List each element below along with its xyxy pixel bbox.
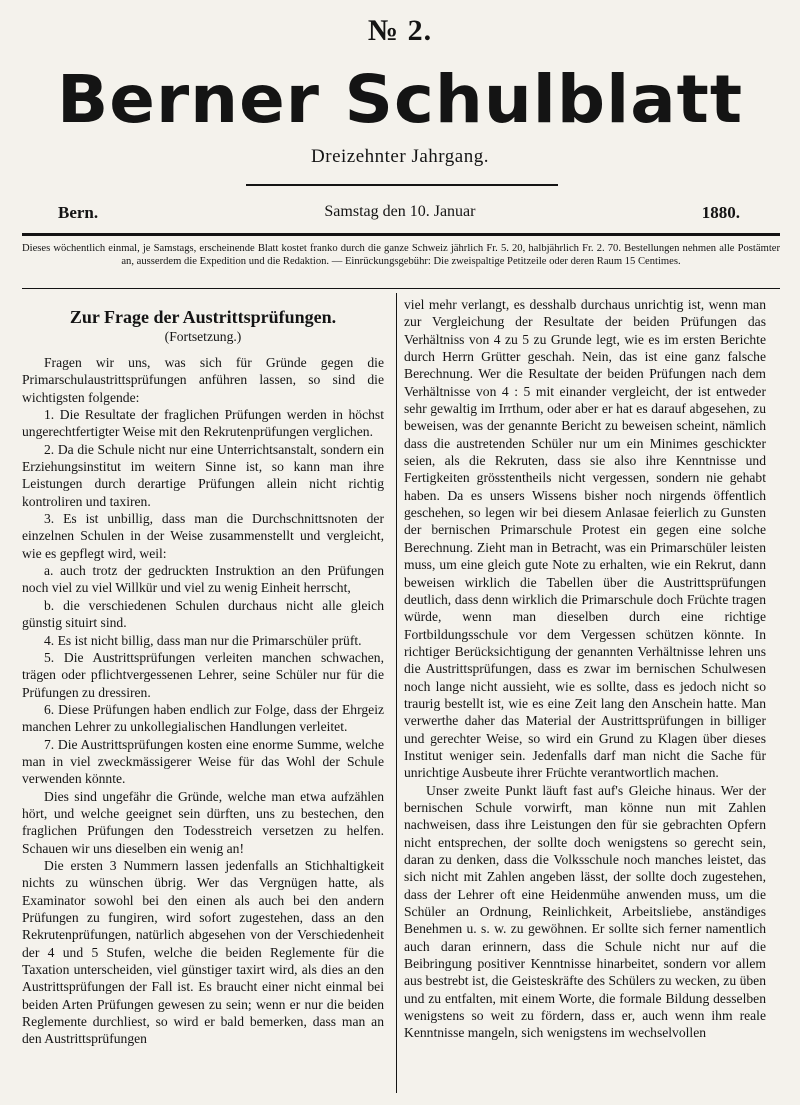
article-paragraph: Fragen wir uns, was sich für Gründe gegen die Primarschulaustrittsprüfungen anführen lassen, so sind die wichtigsten folgende: [22, 355, 384, 405]
date-label: Samstag den 10. Januar [324, 203, 476, 220]
column-divider [396, 293, 397, 1093]
article-paragraph: 7. Die Austrittsprüfungen kosten eine enorme Summe, welche man in viel zweckmässigerer Weise für das Wohl der Schule verwenden könnte. [22, 736, 384, 787]
article-paragraph: viel mehr verlangt, es desshalb durchaus unrichtig ist, wenn man zur Vergleichung der Resultate der beiden Prüfungen das Verhältniss von 4 zu 5 zu Grunde legt, wie es im ersten Berichte durch Herrn Grütter geschah. Nein, das ist eine ganz falsche Berechnung. Wer die Resultate der beiden Prüfungen nach dem Verhältnisse von 4 : 5 mit einander vergleicht, der ist entweder sehr gewaltig im Irrthum, oder aber er hat es darauf abgesehen, zu beweisen, was der genannte Bericht zu beweisen scheint, nämlich dass die austretenden Schüler nur um ein Minimes geschickter seien, als die Rekruten, dass sie also ihre Kenntnisse und Fertigkeiten grösstentheils nicht vergessen, sondern nie gehabt haben. Da es unsers Wissens bisher noch nirgends öffentlich geschehen, so legen wir bei diesem Anlasae feierlich zu Gunsten der bernischen Primarschule Protest ein gegen eine solche Berechnung. Zieht man in Betracht, was ein Primarschüler leisten muss, um eine gleich gute Note zu erhalten, wie ein Rekrut, dann beweisen wirklich die Tabellen über die Austrittsprüfungen deutlich, dass denn wirklich die Primarschule doch Früchte tragen würde, wenn man dieselben durch eine richtige Fortbildungsschule vor dem Vergessen schützen könnte. In richtiger Berücksichtigung der genannten Verhältnisse lehren uns die Austrittsprüfungen, dass es zwar im bernischen Schulwesen noch lange nicht aussieht, wie es sollte, dass es jedoch nicht so traurig bestellt ist, wie es eine Zeit lang den Anschein hatte. Man verwerthe daher das Material der Austrittsprüfungen in billiger und gerechter Weise, so wird ein Grund zu Klagen über dieses Institut weniger sein. Jedenfalls darf man nicht die Sache für unrichtige Ausbeute ihrer Früchte verantwortlich machen. [404, 297, 766, 781]
article-paragraph: a. auch trotz der gedruckten Instruktion an den Prüfungen noch viel zu viel Willkür und viel zu wenig Einheit herrscht, [22, 563, 384, 596]
article-title: Zur Frage der Austrittsprüfungen. [69, 307, 337, 327]
article-paragraph: 2. Da die Schule nicht nur eine Unterrichtsanstalt, sondern ein Erziehungsinstitut im weitern Sinne ist, so kann man ihre Leistungen durch derartige Prüfungen allein nicht richtig kontroliren und taxiren. [22, 441, 384, 509]
header-rule [22, 233, 780, 236]
left-column [22, 296, 384, 1048]
article-paragraph: Dies sind ungefähr die Gründe, welche man etwa aufzählen hört, und welche geeignet sein dürften, uns zu bestechen, den fraglichen Prüfungen den Todesstreich versetzen zu helfen. Schauen wir uns dieselben ein wenig an! [22, 788, 384, 856]
article-paragraph: b. die verschiedenen Schulen durchaus nicht alle gleich günstig situirt sind. [22, 597, 384, 631]
dateline [58, 203, 740, 223]
year-label: 1880. [701, 203, 740, 222]
subscription-notice: Dieses wöchentlich einmal, je Samstags, erscheinende Blatt kostet franko durch die ganze Schweiz jährlich Fr. 5. 20, halbjährlich Fr. 2. 70. Bestellungen nehmen alle Postämter an, ausserdem die Expedition und die Redaktion. — Einrückungsgebühr: Die zweispaltige Petitzeile oder deren Raum 15 Centimes. [22, 243, 780, 267]
article-paragraph: 5. Die Austrittsprüfungen verleiten manchen schwachen, trägen oder pflichtvergessenen Lehrer, seine Schüler nur für die Prüfungen zu dressiren. [22, 649, 384, 700]
notice-rule [22, 288, 780, 289]
left-paragraphs [22, 354, 384, 1048]
article-paragraph: 1. Die Resultate der fraglichen Prüfungen werden in höchst ungerechtfertigter Weise mit den Rekrutenprüfungen verglichen. [22, 407, 384, 440]
article-paragraph: 3. Es ist unbillig, dass man die Durchschnittsnoten der einzelnen Schulen in der Weise zusammenstellt und vergleicht, wie es gepflegt wird, weil: [22, 511, 384, 561]
article-paragraph: 6. Diese Prüfungen haben endlich zur Folge, dass der Ehrgeiz manchen Lehrer zu unkollegialischen Handlungen verleitet. [22, 701, 384, 735]
article-subtitle: (Fortsetzung.) [164, 329, 242, 344]
right-paragraphs [404, 296, 766, 1042]
title-divider [246, 184, 558, 186]
newspaper-title: Berner Schulblatt [56, 61, 744, 138]
place-label: Bern. [58, 203, 99, 222]
article-paragraph: Unser zweite Punkt läuft fast auf's Gleiche hinaus. Wer der bernischen Schule vorwirft, man könne nun mit Zahlen nachweisen, dass ihre Leistungen den für sie gebrachten Opfern nicht entsprechen, der sollte doch wenigstens so gerecht sein, daran zu denken, dass die Volksschule noch manches leistet, das sich nicht mit Zahlen angeben lässt, der sollte doch zugestehen, dass der Lehrer oft eine Heidenmühe anwenden muss, um die Schüler an Ordnung, Reinlichkeit, Arbeitsliebe, anständiges Benehmen u. s. w. zu gewöhnen. Er sollte sich ferner namentlich auch daran erinnern, dass die Schule nicht nur auf die Beibringung positiver Kenntnisse hinarbeitet, sondern vor allem aus bestrebt ist, die Geisteskräfte des Schülers zu wecken, zu üben und zu entfalten, mit einem Worte, die formale Bildung desselben wenigstens so weit zu fördern, dass er, auch wenn ihm reale Kenntnisse mangeln, sich wenigstens im wechselvollen [404, 782, 766, 1041]
issue-number: № 2. [367, 14, 433, 47]
article-paragraph: 4. Es ist nicht billig, dass man nur die Primarschüler prüft. [44, 632, 362, 648]
article-paragraph: Die ersten 3 Nummern lassen jedenfalls an Stichhaltigkeit nichts zu wünschen übrig. Wer das Vergnügen hatte, als Examinator sowohl bei den einen als auch bei den andern Prüfungen zu fungiren, wird sofort zugestehen, dass an den Rekrutenprüfungen, natürlich abgesehen von der Verschiedenheit der 4 und 5 Stufen, welche die beiden Reglemente für die Taxation unterscheiden, viel günstiger taxirt wird, als dies an den Austrittsprüfungen der Fall ist. Es braucht einer nicht einmal bei beiden Arten Prüfungen gewesen zu sein; wenn er nur die beiden Reglemente durchliest, so wird er bald bemerken, dass man an den Austrittsprüfungen [22, 857, 384, 1047]
volume-subtitle: Dreizehnter Jahrgang. [311, 146, 489, 167]
right-column [404, 296, 766, 1042]
